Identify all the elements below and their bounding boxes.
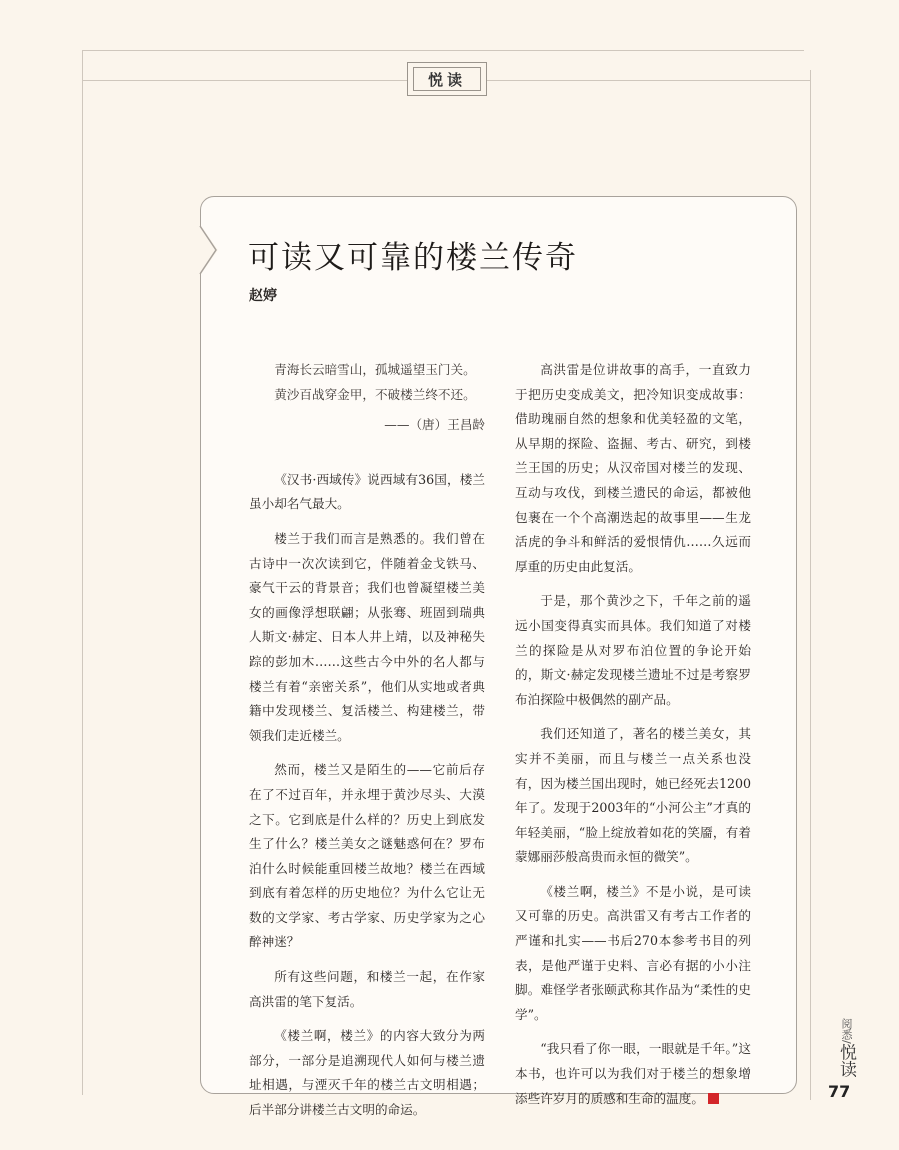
paragraph: 《楼兰啊，楼兰》不是小说，是可读又可靠的历史。高洪雷又有考古工作者的严谨和扎实——书后270本参考书目的列表，是他严谨于史料、言必有据的小小注脚。难怪学者张颐武称其作品为“柔性的史学”。 [515, 883, 751, 1022]
article-title: 可读又可靠的楼兰传奇 [248, 240, 578, 276]
paragraph: 然而，楼兰又是陌生的——它前后存在了不过百年，并永埋于黄沙尽头、大漠之下。它到底是什么样的？历史上到底发生了什么？楼兰美女之谜魅惑何在？罗布泊什么时候能重回楼兰故地？楼兰在西域到底有着怎样的历史地位？为什么它让无数的文学家、考古学家、历史学家为之心醉神迷？ [249, 762, 485, 950]
side-slash: / [840, 1040, 853, 1044]
section-tag [407, 62, 487, 96]
page-number: 77 [828, 1082, 851, 1101]
final-paragraph-text: “我只看了你一眼，一眼就是千年。”这本书，也许可以为我们对于楼兰的想象增添些许岁月的质感和生命的温度。 [515, 1041, 751, 1106]
paragraph: 楼兰于我们而言是熟悉的。我们曾在古诗中一次次读到它，伴随着金戈铁马、豪气干云的背景音；我们也曾凝望楼兰美女的画像浮想联翩；从张骞、班固到瑞典人斯文·赫定、日本人井上靖，以及神秘失踪的彭加木……这些古今中外的名人都与楼兰有着“亲密关系”，他们从实地或者典籍中发现楼兰、复活楼兰、构建楼兰，带领我们走近楼兰。 [249, 530, 485, 743]
card-notch-outline [200, 226, 220, 274]
article-author: 赵婷 [249, 288, 277, 304]
paragraph: 所有这些问题，和楼兰一起，在作家高洪雷的笔下复活。 [249, 969, 485, 1009]
header-rule-right [487, 80, 810, 81]
top-rule [82, 50, 804, 51]
side-section-label [834, 1018, 859, 1078]
side-small-label: 阅悉 [840, 1018, 853, 1040]
paragraph-final [515, 1037, 751, 1111]
paragraph: 《楼兰啊，楼兰》的内容大致分为两部分，一部分是追溯现代人如何与楼兰遗址相遇，与湮灭千年的楼兰古文明相遇；后半部分讲楼兰古文明的命运。 [249, 1028, 485, 1118]
left-column [249, 358, 485, 1133]
poem-line-1: 青海长云暗雪山，孤城遥望玉门关。 [274, 362, 476, 377]
paragraph: 我们还知道了，著名的楼兰美女，其实并不美丽，而且与楼兰一点关系也没有，因为楼兰国出现时，她已经死去1200年了。发现于2003年的“小河公主”才真的年轻美丽，“脸上绽放着如花的笑靥，有着蒙娜丽莎般高贵而永恒的微笑”。 [515, 726, 751, 865]
header-rule-left [82, 80, 407, 81]
epigraph-poem [249, 358, 485, 438]
paragraph: 于是，那个黄沙之下，千年之前的遥远小国变得真实而具体。我们知道了对楼兰的探险是从对罗布泊位置的争论开始的，斯文·赫定发现楼兰遗址不过是考察罗布泊探险中极偶然的副产品。 [515, 593, 751, 707]
paragraph: 高洪雷是位讲故事的高手，一直致力于把历史变成美文，把冷知识变成故事：借助瑰丽自然的想象和优美轻盈的文笔，从早期的探险、盗掘、考古、研究，到楼兰王国的历史；从汉帝国对楼兰的发现、互动与攻伐，到楼兰遗民的命运，都被他包裹在一个个高潮迭起的故事里——生龙活虎的争斗和鲜活的爱恨情仇……久远而厚重的历史由此复活。 [515, 362, 751, 574]
right-column [515, 358, 751, 1121]
right-vertical-rule [810, 70, 811, 1100]
left-vertical-rule [82, 50, 83, 1095]
end-mark-icon [708, 1093, 719, 1104]
section-tag-label: 悦读 [413, 67, 481, 91]
poem-line-2: 黄沙百战穿金甲，不破楼兰终不还。 [274, 386, 476, 402]
side-big-label: 悦读 [836, 1043, 856, 1078]
paragraph: 《汉书·西域传》说西域有36国，楼兰虽小却名气最大。 [249, 471, 485, 512]
poem-attribution: ——（唐）王昌龄 [384, 417, 485, 433]
